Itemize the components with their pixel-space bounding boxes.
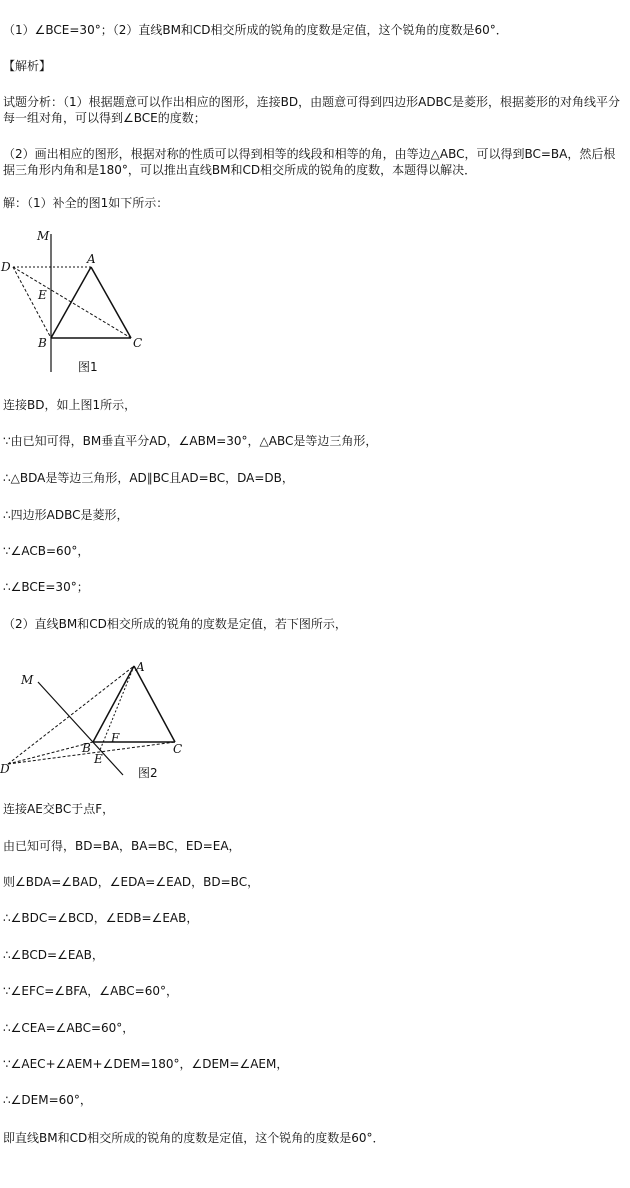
label-a: A <box>136 660 145 674</box>
label-c: C <box>173 742 183 756</box>
solution-intro: 解：（1）补全的图1如下所示： <box>3 196 169 210</box>
part2-line-7: ∴∠CEA=∠ABC=60°， <box>3 1021 135 1035</box>
part2-line-8: ∵∠AEC+∠AEM+∠DEM=180°，∠DEM=∠AEM， <box>3 1057 289 1071</box>
answer-line: （1）∠BCE=30°；（2）直线BM和CD相交所成的锐角的度数是定值，这个锐角的度数是60°． <box>3 23 508 37</box>
label-b: B <box>38 336 47 350</box>
part2-line-10: 即直线BM和CD相交所成的锐角的度数是定值，这个锐角的度数是60°． <box>3 1131 385 1145</box>
part1-line-5: ∵∠ACB=60°， <box>3 544 90 558</box>
part1-line-3: ∴△BDA是等边三角形，AD∥BC且AD=BC，DA=DB， <box>3 471 294 485</box>
segment-db <box>8 742 93 764</box>
label-d: D <box>0 762 10 776</box>
figure-2 <box>0 650 190 785</box>
label-e: E <box>94 752 103 766</box>
segment-ac <box>134 666 175 742</box>
segment-db <box>13 267 51 338</box>
figure-1 <box>0 226 180 376</box>
part1-line-4: ∴四边形ADBC是菱形， <box>3 508 129 522</box>
part2-line-1: 连接AE交BC于点F， <box>3 802 115 816</box>
segment-dc <box>8 742 175 764</box>
part1-line-6: ∴∠BCE=30°； <box>3 580 89 594</box>
part2-line-9: ∴∠DEM=60°， <box>3 1093 92 1107</box>
analysis-title: 【解析】 <box>3 59 52 73</box>
part2-line-6: ∵∠EFC=∠BFA，∠ABC=60°， <box>3 984 179 998</box>
label-c: C <box>133 336 143 350</box>
label-a: A <box>87 252 96 266</box>
segment-dc <box>13 267 131 338</box>
part2-line-2: 由已知可得，BD=BA，BA=BC，ED=EA， <box>3 839 241 853</box>
label-e: E <box>38 288 47 302</box>
part2-line-3: 则∠BDA=∠BAD，∠EDA=∠EAD，BD=BC， <box>3 875 260 889</box>
part2-line-4: ∴∠BDC=∠BCD，∠EDB=∠EAB， <box>3 911 199 925</box>
part1-line-1: 连接BD，如上图1所示， <box>3 398 137 412</box>
part1-line-2: ∵由已知可得，BM垂直平分AD，∠ABM=30°，△ABC是等边三角形， <box>3 434 378 448</box>
label-f: F <box>111 731 120 745</box>
segment-ab <box>51 267 91 338</box>
label-b: B <box>82 741 91 755</box>
label-m: M <box>37 229 50 243</box>
analysis-paragraph-1: 试题分析：（1）根据题意可以作出相应的图形，连接BD，由题意可得到四边形ADBC是菱形，根据菱形的对角线平分每一组对角，可以得到∠BCE的度数； <box>3 95 620 125</box>
line-bm <box>38 682 123 775</box>
part2-line-5: ∴∠BCD=∠EAB， <box>3 948 104 962</box>
analysis-paragraph-2: （2）画出相应的图形，根据对称的性质可以得到相等的线段和相等的角，由等边△ABC，可以得到BC=BA，然后根据三角形内角和是180°，可以推出直线BM和CD相交所成的锐角的度数，本题得以解决． <box>3 147 616 177</box>
part1-line-7: （2）直线BM和CD相交所成的锐角的度数是定值，若下图所示， <box>3 617 347 631</box>
label-d: D <box>1 260 11 274</box>
label-m: M <box>21 673 34 687</box>
figure-2-caption: 图2 <box>138 766 158 780</box>
segment-ac <box>91 267 131 338</box>
figure-1-caption: 图1 <box>78 360 98 374</box>
